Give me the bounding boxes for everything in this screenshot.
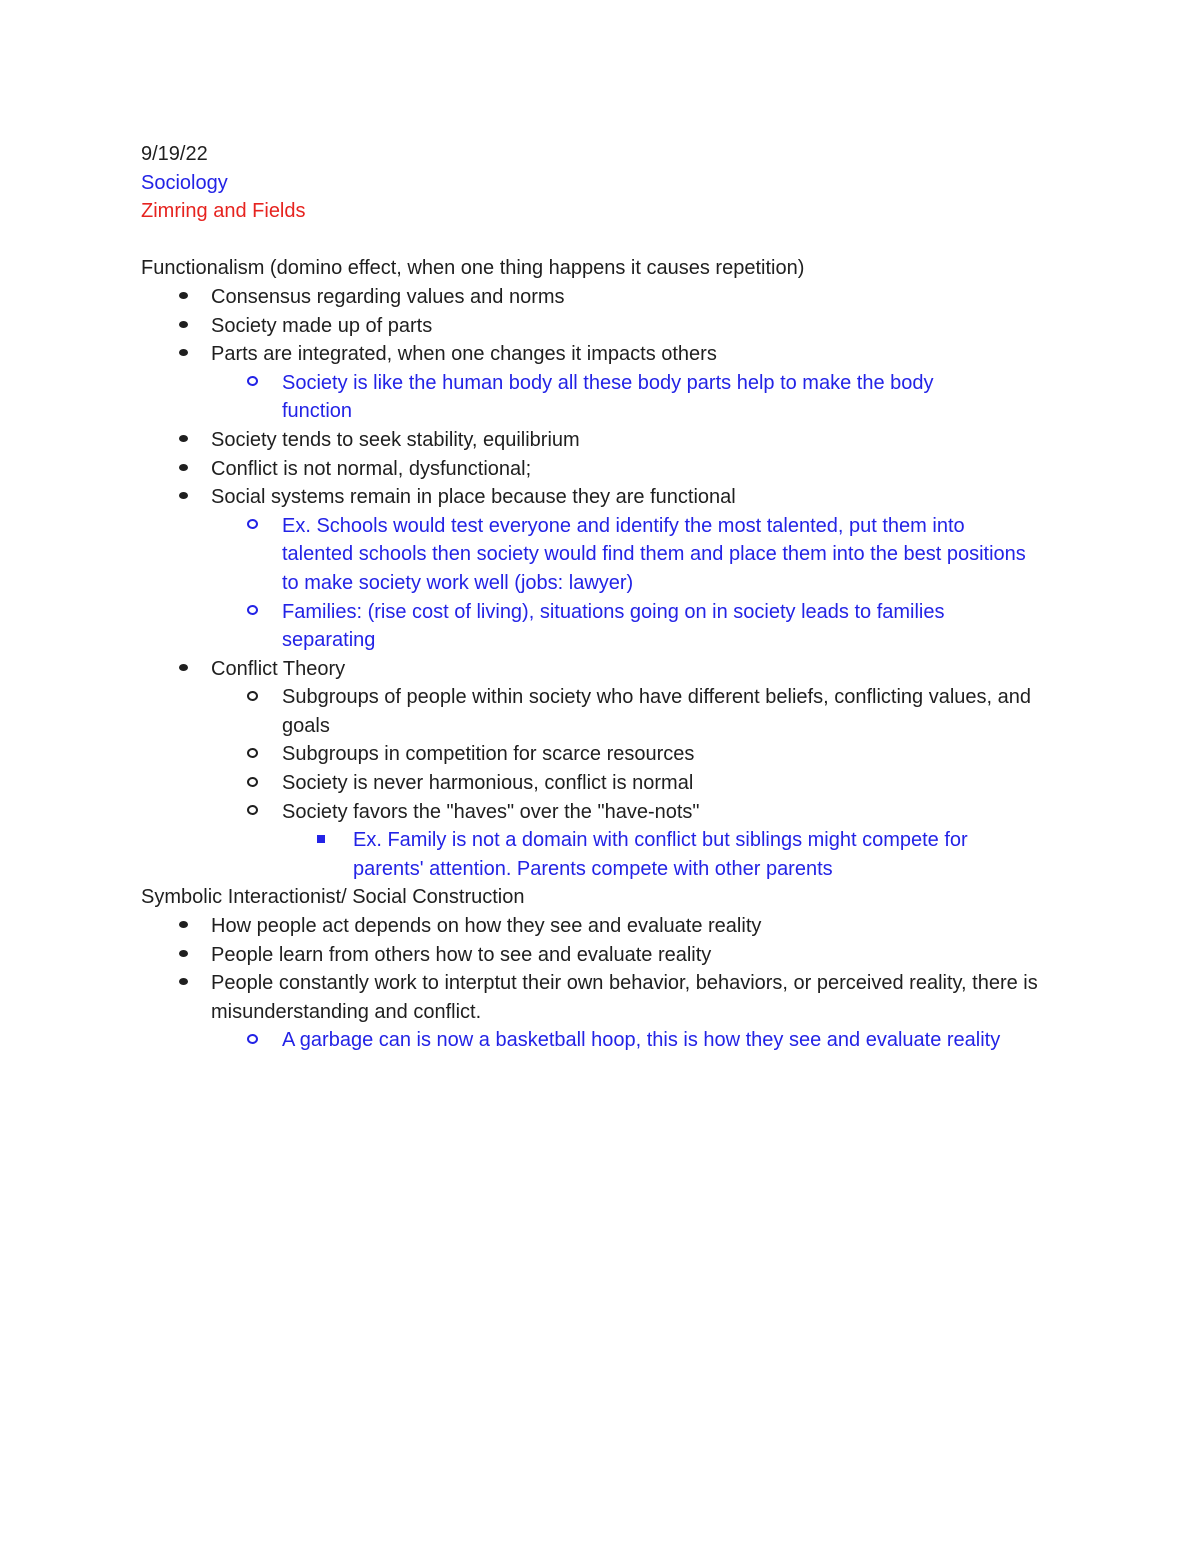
symbolic-heading: Symbolic Interactionist/ Social Construction — [141, 886, 525, 909]
list-item — [141, 455, 1141, 484]
bullet-square-icon — [317, 826, 325, 855]
list-item-text: Society tends to seek stability, equilibrium — [211, 428, 580, 451]
list-item — [141, 369, 1141, 426]
bullet-dot-icon — [179, 283, 188, 312]
bullet-dot-icon — [179, 455, 188, 484]
list-item-text: Families: (rise cost of living), situations going on in society leads to families separating — [282, 600, 945, 652]
list-item-text: Conflict is not normal, dysfunctional; — [211, 457, 532, 480]
blank-line — [141, 226, 1141, 255]
list-item — [141, 426, 1141, 455]
note-date: 9/19/22 — [141, 143, 208, 165]
bullet-dot-icon — [179, 426, 188, 455]
bullet-ring-icon — [247, 598, 258, 627]
bullet-dot-icon — [179, 912, 188, 941]
bullet-ring-icon — [247, 798, 258, 827]
bullet-dot-icon — [179, 483, 188, 512]
list-item — [141, 283, 1141, 312]
bullet-dot-icon — [179, 340, 188, 369]
list-item-text: Society is never harmonious, conflict is normal — [282, 772, 694, 795]
note-authors: Zimring and Fields — [141, 200, 306, 223]
document-page — [141, 140, 1141, 1055]
list-item-text: Social systems remain in place because they are functional — [211, 486, 736, 509]
list-item — [141, 1026, 1141, 1055]
list-item — [141, 769, 1141, 798]
list-item-text: Consensus regarding values and norms — [211, 285, 565, 308]
note-subject: Sociology — [141, 171, 228, 194]
list-item-text: Ex. Family is not a domain with conflict but siblings might compete for parents' attention. Parents compete with other parents — [353, 829, 968, 880]
list-item — [141, 740, 1141, 769]
bullet-dot-icon — [179, 969, 188, 998]
list-item — [141, 798, 1141, 827]
list-item — [141, 826, 1141, 883]
list-item — [141, 969, 1141, 1026]
list-item — [141, 941, 1141, 970]
functionalism-list — [141, 283, 1141, 883]
list-item — [141, 598, 1141, 655]
list-item — [141, 655, 1141, 684]
bullet-dot-icon — [179, 655, 188, 684]
symbolic-list — [141, 912, 1141, 1055]
list-item — [141, 683, 1141, 740]
list-item — [141, 340, 1141, 369]
list-item-text: Subgroups of people within society who have different beliefs, conflicting values, and goals — [282, 686, 1031, 737]
list-item-text: Ex. Schools would test everyone and identify the most talented, put them into talented schools then society would find them and place them into the best positions to make society work well (jobs: lawyer) — [282, 514, 1026, 594]
list-item — [141, 312, 1141, 341]
list-item-text: Parts are integrated, when one changes it impacts others — [211, 343, 717, 366]
list-item-text: A garbage can is now a basketball hoop, this is how they see and evaluate reality — [282, 1029, 1001, 1052]
bullet-ring-icon — [247, 740, 258, 769]
bullet-ring-icon — [247, 683, 258, 712]
list-item-text: Society is like the human body all these body parts help to make the body function — [282, 371, 934, 423]
list-item — [141, 483, 1141, 512]
list-item-text: Society made up of parts — [211, 314, 433, 337]
list-item — [141, 512, 1141, 598]
list-item-text: Subgroups in competition for scarce resources — [282, 743, 695, 766]
bullet-ring-icon — [247, 1026, 258, 1055]
functionalism-heading: Functionalism (domino effect, when one thing happens it causes repetition) — [141, 257, 805, 280]
list-item-text: People learn from others how to see and evaluate reality — [211, 943, 712, 966]
list-item — [141, 912, 1141, 941]
bullet-dot-icon — [179, 941, 188, 970]
list-item-text: How people act depends on how they see and evaluate reality — [211, 915, 762, 938]
bullet-ring-icon — [247, 769, 258, 798]
bullet-ring-icon — [247, 512, 258, 541]
list-item-text: Society favors the "haves" over the "have-nots" — [282, 800, 700, 823]
bullet-dot-icon — [179, 312, 188, 341]
bullet-ring-icon — [247, 369, 258, 398]
list-item-text: People constantly work to interptut their own behavior, behaviors, or perceived reality, there is misunderstanding and conflict. — [211, 972, 1038, 1023]
list-item-text: Conflict Theory — [211, 657, 346, 680]
